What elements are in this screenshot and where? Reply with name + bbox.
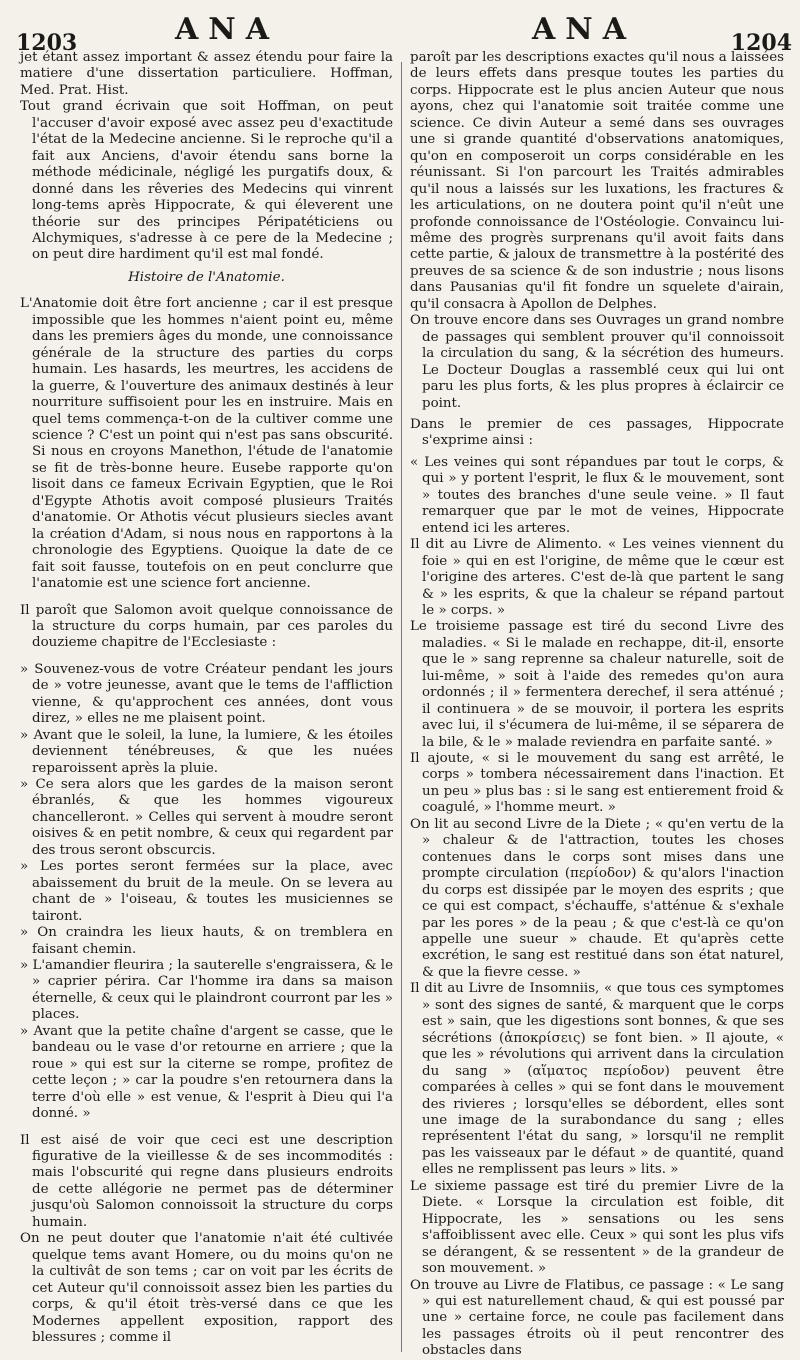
column-divider xyxy=(401,62,402,1352)
paragraph-sixth-passage: Le sixieme passage est tiré du premier Livre de la Diete. « Lorsque la circulation est foible, dit Hippocrate, les » sensations ou les sens s'affoiblissent avec elle. Ceux » qui sont les plus vifs se dérangent, & se ressentent » de la grandeur de son mouvement. » xyxy=(410,1178,784,1277)
left-page-number: 1203 xyxy=(16,30,78,56)
paragraph-de-flatibus: On trouve au Livre de Flatibus, ce passage : « Le sang » qui est naturellement chaud, & qui est poussé par une » certaine force, ne coule pas facilement dans les passages étroits où il peut rencontrer des obstacles dans xyxy=(410,1277,784,1359)
quote-veins: « Les veines qui sont répandues par tout le corps, & qui » y portent l'esprit, le flux & le mouvement, sont » toutes des branches d'une seule veine. » Il faut remarquer que par le mot de veines, Hippocrate entend ici les arteres. xyxy=(410,454,784,536)
right-column xyxy=(410,50,784,1360)
paragraph-third-passage: Le troisieme passage est tiré du second Livre des maladies. « Si le malade en rechappe, dit-il, ensorte que le » sang reprenne sa chaleur naturelle, soit de lui-même, » soit à l'aide des remedes qu'on aura ordonnés ; il » fermentera derechef, il sera atténué ; il continuera » de se mouvoir, il portera les esprits avec lui, il s'écumera de lui-même, il se séparera de la bile, & le » malade reviendra en parfaite santé. » xyxy=(410,619,784,750)
paragraph-salomon: Il paroît que Salomon avoit quelque connoissance de la structure du corps humain, par ces paroles du douzieme chapitre de l'Ecclesiaste : xyxy=(20,602,393,651)
quote-line: » Avant que le soleil, la lune, la lumiere, & les étoiles deviennent ténébreuses, & que les nuées reparoissent après la pluie. xyxy=(20,727,393,776)
paragraph-passages: On trouve encore dans ses Ouvrages un grand nombre de passages qui semblent prouver qu'il connoissoit la circulation du sang, & la sécrétion des humeurs. Le Docteur Douglas a rassemblé ceux qui lui ont paru les plus forts, & les plus propres à éclaircir ce point. xyxy=(410,313,784,411)
right-headword: ANA xyxy=(532,12,636,47)
right-page-number: 1204 xyxy=(730,30,792,56)
left-headword: ANA xyxy=(175,12,279,47)
page-header xyxy=(0,2,800,56)
ecclesiastes-quote xyxy=(20,662,393,1123)
paragraph-hippocrates: paroît par les descriptions exactes qu'il nous a laissées de leurs effets dans presque toutes les parties du corps. Hippocrate est le plus ancien Auteur que nous ayons, chez qui l'anatomie soit traitée comme une science. Ce divin Auteur a semé dans ses ouvrages une si grande quantité d'observations anatomiques, qu'on en composeroit un corps considérable en les réunissant. Si l'on parcourt les Traités admirables qu'il nous a laissés sur les luxations, les fractures & les articulations, on ne doutera point qu'il n'eût une profonde connoissance de l'Ostéologie. Convaincu lui-même des progrès surprenans qu'il avoit faits dans cette partie, & jaloux de transmettre à la postérité des preuves de sa science & de son industrie ; nous lisons dans Pausanias qu'il fit fondre un squelete d'airain, qu'il consacra à Apollon de Delphes. xyxy=(410,50,784,312)
paragraph-continuation: jet étant assez important & assez étendu pour faire la matiere d'une dissertation particuliere. Hoffman, Med. Prat. Hist. xyxy=(20,50,393,98)
paragraph-de-insomniis: Il dit au Livre de Insomniis, « que tous ces symptomes » sont des signes de santé, & marquent que le corps est » sain, que les digestions sont bonnes, & que ses sécrétions (ἀποκρίσεις) se font bien. » Il ajoute, « que les » révolutions qui arrivent dans la circulation du sang » (αἵματος περίοδον) peuvent être comparées à celles » qui se font dans le mouvement des rivieres ; lorsqu'elles se débordent, elles sont une image de la surabondance du sang ; elles représentent l'état du sang, » lorsqu'il ne remplit pas les vaisseaux par le défaut » de quantité, quand elles ne remplissent pas leurs » lits. » xyxy=(410,981,784,1178)
quote-line: » Les portes seront fermées sur la place, avec abaissement du bruit de la meule. On se levera au chant de » l'oiseau, & toutes les musiciennes se tairont. xyxy=(20,859,393,924)
section-title: Histoire de l'Anatomie. xyxy=(128,269,285,285)
quote-line: » Souvenez-vous de votre Créateur pendant les jours de » votre jeunesse, avant que le tems de l'affliction vienne, & qu'approchent ces années, dont vous direz, » elles ne me plaisent point. xyxy=(20,661,393,727)
paragraph-allegory: Il est aisé de voir que ceci est une description figurative de la vieillesse & de ses incommodités : mais l'obscurité qui regne dans plusieurs endroits de cette allégorie ne permet pas de déterminer jusqu'où Salomon connoissoit la structure du corps humain. xyxy=(20,1132,393,1230)
paragraph-blood-arrested: Il ajoute, « si le mouvement du sang est arrêté, le corps » tombera nécessairement dans l'inaction. Et un peu » plus bas : si le sang est entierement froid & coagulé, » l'homme meurt. » xyxy=(410,751,784,816)
paragraph-homer: On ne peut douter que l'anatomie n'ait été cultivée quelque tems avant Homere, ou du moins qu'on ne la cultivât de son tems ; car on voit par les écrits de cet Auteur qu'il connoissoit assez bien les parties du corps, & qu'il étoit très-versé dans ce que les Modernes appellent exposition, rapport des blessures ; comme il xyxy=(20,1231,393,1345)
quote-line: » On craindra les lieux hauts, & on tremblera en faisant chemin. xyxy=(20,925,393,957)
quote-line: » Avant que la petite chaîne d'argent se casse, que le bandeau ou le vase d'or retourne en arriere ; que la roue » qui est sur la citerne se rompe, profitez de cette leçon ; » car la poudre s'en retournera dans la terre d'où elle » est venue, & l'esprit à Dieu qui l'a donné. » xyxy=(20,1023,393,1122)
paragraph-de-alimento: Il dit au Livre de Alimento. « Les veines viennent du foie » qui en est l'origine, de même que le cœur est l'origine des arteres. C'est de-là que partent le sang & » les esprits, & que la chaleur se répand partout le » corps. » xyxy=(410,537,784,618)
quote-line: » Ce sera alors que les gardes de la maison seront ébranlés, & que les hommes vigoureux chancelleront. » Celles qui servent à moudre seront oisives & en petit nombre, & ceux qui regardent par des trous seront obscurcis. xyxy=(20,777,393,858)
paragraph-first-passage-intro: Dans le premier de ces passages, Hippocrate s'exprime ainsi : xyxy=(410,416,784,449)
left-column xyxy=(20,50,393,1346)
paragraph-anatomy-origin: L'Anatomie doit être fort ancienne ; car il est presque impossible que les hommes n'aient point eu, même dans les premiers âges du monde, une connoissance générale de la structure des parties du corps humain. Les hasards, les meurtres, les accidens de la guerre, & l'ouverture des animaux destinés à leur nourriture suffisoient pour les en instruire. Mais en quel tems commença-t-on de la cultiver comme une science ? C'est un point qui n'est pas sans obscurité. Si nous en croyons Manethon, l'étude de l'anatomie se fit de très-bonne heure. Eusebe rapporte qu'on lisoit dans ce fameux Ecrivain Egyptien, que le Roi d'Egypte Athotis avoit composé plusieurs Traités d'anatomie. Or Athotis vécut plusieurs siecles avant la création d'Adam, si nous nous en rapportons à la chronologie des Egyptiens. Quoique la date de ce fait soit fausse, toutefois on en peut conclurre que l'anatomie est une science fort ancienne. xyxy=(20,296,393,592)
paragraph-hoffman-critique: Tout grand écrivain que soit Hoffman, on peut l'accuser d'avoir exposé avec assez peu d'exactitude l'état de la Medecine ancienne. Si le reproche qu'il a fait aux Anciens, d'avoir étendu sans borne la méthode médicinale, négligé les purgatifs doux, & donné dans les rêveries des Medecins qui vinrent long-tems après Hippocrate, & qui éleverent une théorie sur des principes Péripatéticiens ou Alchymiques, s'adresse à ce pere de la Medecine ; on peut dire hardiment qu'il est mal fondé. xyxy=(20,99,393,263)
paragraph-diete-second: On lit au second Livre de la Diete ; « qu'en vertu de la » chaleur & de l'attraction, toutes les choses contenues dans le corps sont mises dans une prompte circulation (περίοδον) & qu'alors l'inaction du corps est dissipée par le moyen des esprits ; que ce qui est compact, s'échauffe, s'atténue & s'exhale par les pores » de la peau ; & que c'est-là ce qu'on appelle une sueur » chaude. Et qu'après cette excrétion, le sang est restitué dans son état naturel, & que la fievre cesse. » xyxy=(410,816,784,980)
quote-line: » L'amandier fleurira ; la sauterelle s'engraissera, & le » caprier périra. Car l'homme ira dans sa maison éternelle, & ceux qui le plaindront courront par les » places. xyxy=(20,958,393,1023)
